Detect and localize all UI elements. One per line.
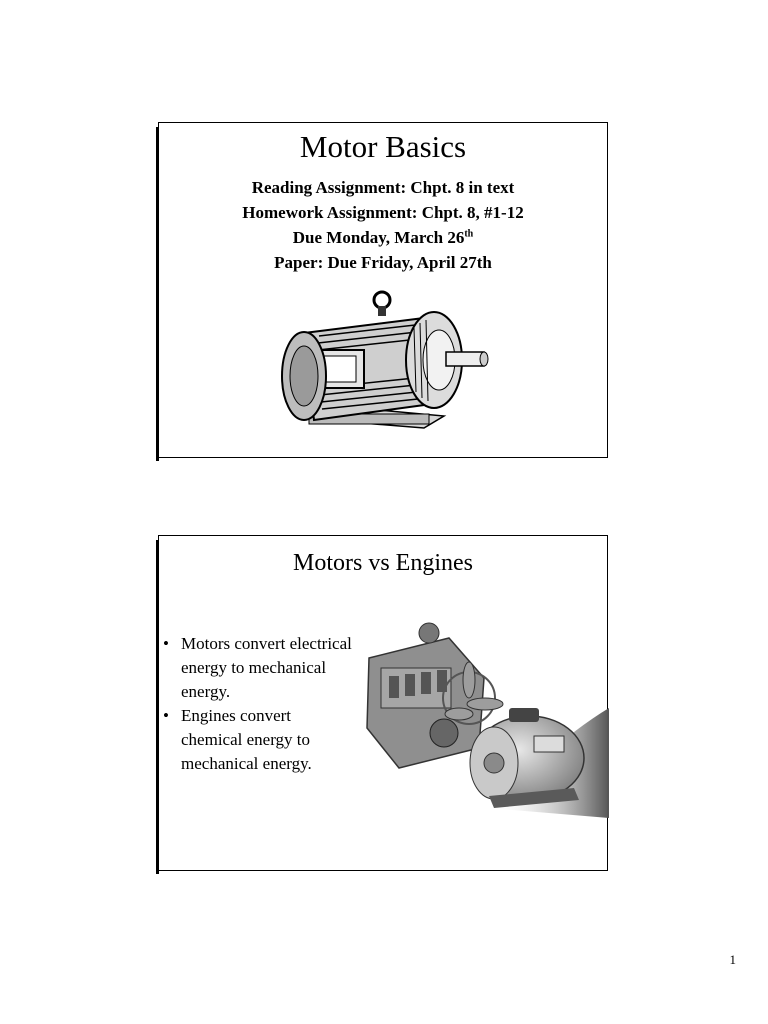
electric-motor-illustration	[274, 288, 499, 453]
bullet-engines: • Engines convert chemical energy to mechanical energy.	[163, 704, 353, 776]
reading-assignment: Reading Assignment: Chpt. 8 in text	[251, 178, 515, 197]
assignment-list	[159, 175, 607, 275]
slide-motor-basics	[158, 122, 608, 458]
homework-assignment: Homework Assignment: Chpt. 8, #1-12	[242, 203, 524, 222]
page-number: 1	[729, 952, 736, 967]
paper-due: Paper: Due Friday, April 27th	[274, 253, 492, 272]
bullet-motors: • Motors convert electrical energy to mechanical energy.	[163, 632, 353, 704]
slide-title: Motor Basics	[299, 129, 467, 164]
due-date	[159, 225, 607, 250]
engine-and-motor-photo	[359, 618, 609, 818]
slide-motors-vs-engines	[158, 535, 608, 871]
due-date-text: Due Monday, March 26	[292, 228, 465, 247]
slide-title: Motors vs Engines	[293, 550, 473, 576]
bullet-list	[163, 632, 353, 776]
due-date-suffix: th	[464, 228, 474, 240]
